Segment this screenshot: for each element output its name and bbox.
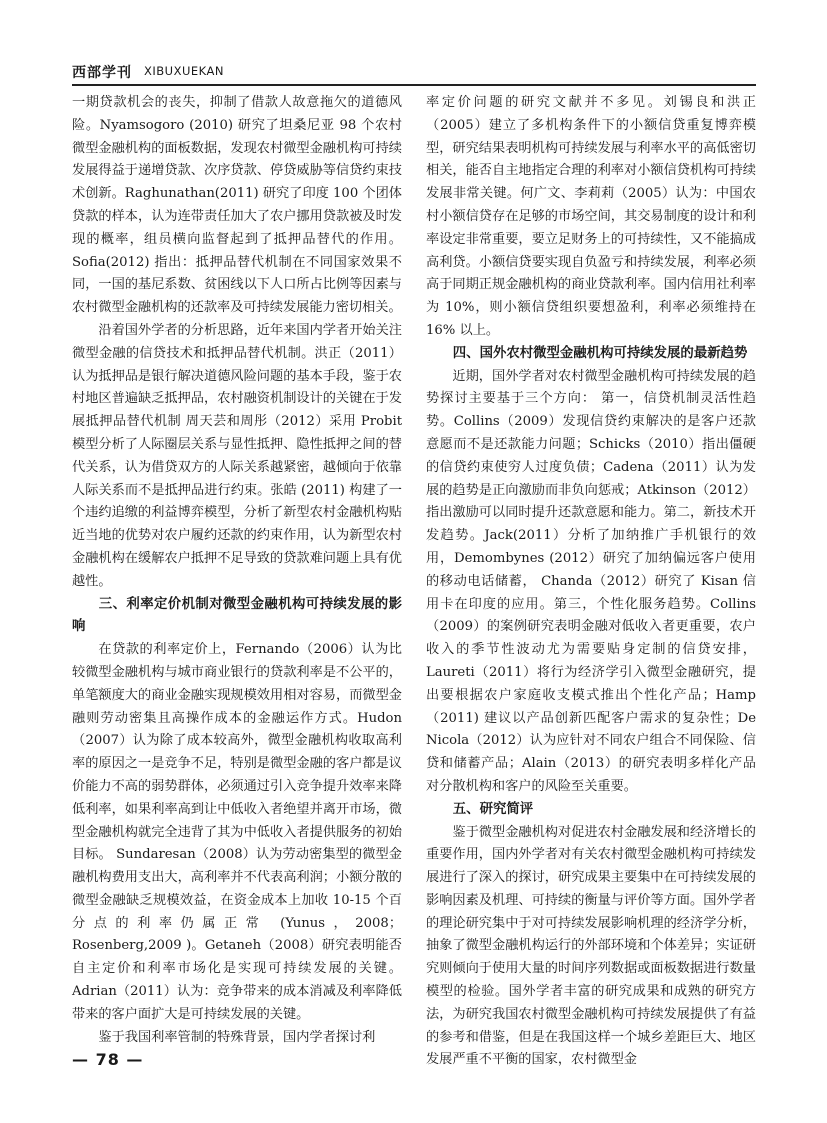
section-heading-5: 五、研究简评: [452, 801, 534, 817]
journal-title-cn: 西部学刊: [72, 65, 132, 81]
journal-title-en: XIBUXUEKAN: [144, 64, 224, 78]
section-heading-3: 三、利率定价机制对微型金融机构可持续发展的影响: [72, 596, 402, 635]
right-paragraph-2: 近期，国外学者对农村微型金融机构可持续发展的趋势探讨主要基于三个方向： 第一，信贷机制灵活性趋势。Collins（2009）发现信贷约束解决的是客户还款意愿而不是还款能力问题；Schicks（2010）指出僵硬的信贷约束使穷人过度负债；Cadena（2011）认为发展的趋势是正向激励而非负向惩戒；Atkinson（2012）指出激励可以同时提升还款意愿和能力。第二，新技术开发趋势。Jack(2011）分析了加纳推广手机银行的效用，Demombynes (2012）研究了加纳偏远客户使用的移动电话储蓄， Chanda（2012）研究了 Kisan 信用卡在印度的应用。第三，个性化服务趋势。Collins（2009）的案例研究表明金融对低收入者更重要，农户收入的季节性波动尤为需要贴身定制的信贷安排，Laureti（2011）将行为经济学引入微型金融研究，提出要根据农户家庭收支模式推出个性化产品；Hamp（2011) 建议以产品创新匹配客户需求的复杂性；De Nicola（2012）认为应针对不同农户组合不同保险、信贷和储蓄产品；Alain（2013）的研究表明多样化产品对分散机构和客户的风险至关重要。: [426, 368, 756, 794]
left-column: [72, 92, 402, 1045]
right-column: [426, 92, 756, 1068]
left-paragraph-3: 在贷款的利率定价上，Fernando（2006）认为比较微型金融机构与城市商业银行的贷款利率是不公平的，单笔额度大的商业金融实现规模效用相对容易，而微型金融则劳动密集且高操作成本的金融运作方式。Hudon（2007）认为除了成本较高外，微型金融机构收取高利率的原因之一是竞争不足，特别是微型金融的客户都是议价能力不高的弱势群体，必须通过引入竞争提升效率来降低利率，如果利率高到让中低收入者绝望并离开市场，微型金融机构就完全违背了其为中低收入者提供服务的初始目标。 Sundaresan（2008）认为劳动密集型的微型金融机构费用支出大，高利率并不代表高利润；小额分散的微型金融缺乏规模效益，在资金成本上加收 10-15 个百分点的利率仍属正常 (Yunus，2008；Rosenberg,2009 )。Getaneh（2008）研究表明能否自主定价和利率市场化是实现可持续发展的关键。Adrian（2011）认为：竞争带来的成本消减及利率降低带来的客户面扩大是可持续发展的关键。: [72, 642, 402, 1022]
left-paragraph-2: 沿着国外学者的分析思路，近年来国内学者开始关注微型金融的信贷技术和抵押品替代机制。洪正（2011）认为抵押品是银行解决道德风险问题的基本手段，鉴于农村地区普遍缺乏抵押品，农村融资机制设计的关键在于发展抵押品替代机制 周天芸和周彤（2012）采用 Probit 模型分析了人际圈层关系与显性抵押、隐性抵押之间的替代关系，认为借贷双方的人际关系越紧密，越倾向于依靠人际关系而不是抵押品进行约束。张皓 (2011) 构建了一个违约追缴的利益博弈模型，分析了新型农村金融机构贴近当地的优势对农户履约还款的约束作用，认为新型农村金融机构在缓解农户抵押不足导致的贷款难问题上具有优越性。: [72, 322, 402, 589]
header-rule: [72, 84, 756, 86]
right-paragraph-3: 鉴于微型金融机构对促进农村金融发展和经济增长的重要作用，国内外学者对有关农村微型金融机构可持续发展进行了深入的探讨，研究成果主要集中在可持续发展的影响因素及机理、可持续的衡量与评价等方面。国外学者的理论研究集中于对可持续发展影响机理的经济学分析，抽象了微型金融机构运行的外部环境和个体差异；实证研究则倾向于使用大量的时间序列数据或面板数据进行数量模型的检验。国外学者丰富的研究成果和成熟的研究方法，为研究我国农村微型金融机构可持续发展提供了有益的参考和借鉴，但是在我国这样一个城乡差距巨大、地区发展严重不平衡的国家，农村微型金: [426, 824, 756, 1068]
running-header: [72, 62, 756, 84]
section-heading-4: 四、国外农村微型金融机构可持续发展的最新趋势: [452, 345, 748, 361]
page-number: — 78 —: [72, 1050, 144, 1069]
right-paragraph-1: 率定价问题的研究文献并不多见。刘锡良和洪正（2005）建立了多机构条件下的小额信贷重复博弈模型，研究结果表明机构可持续发展与利率水平的高低密切相关，能否自主地指定合理的利率对小额信贷机构可持续发展非常关键。何广文、李莉莉（2005）认为：中国农村小额信贷存在足够的市场空间，其交易制度的设计和利率设定非常重要，要立足财务上的可持续性，又不能搞成高利贷。小额信贷要实现自负盈亏和持续发展，利率必须高于同期正规金融机构的商业贷款利率。国内信用社利率为 10%，则小额信贷组织要想盈利，利率必须维持在 16% 以上。: [426, 95, 756, 338]
left-paragraph-4: 鉴于我国利率管制的特殊背景，国内学者探讨利: [98, 1029, 376, 1045]
left-paragraph-1: 一期贷款机会的丧失，抑制了借款人故意拖欠的道德风险。Nyamsogoro (2010) 研究了坦桑尼亚 98 个农村微型金融机构的面板数据，发现农村微型金融机构可持续发展得益于递增贷款、次序贷款、停贷威胁等信贷约束技术创新。Raghunathan(2011) 研究了印度 100 个团体贷款的样本，认为连带责任加大了农户挪用贷款被及时发现的概率，组员横向监督起到了抵押品替代的作用。Sofia(2012) 指出：抵押品替代机制在不同国家效果不同，一国的基尼系数、贫困线以下人口所占比例等因素与农村微型金融机构的还款率及可持续发展能力密切相关。: [72, 95, 402, 316]
